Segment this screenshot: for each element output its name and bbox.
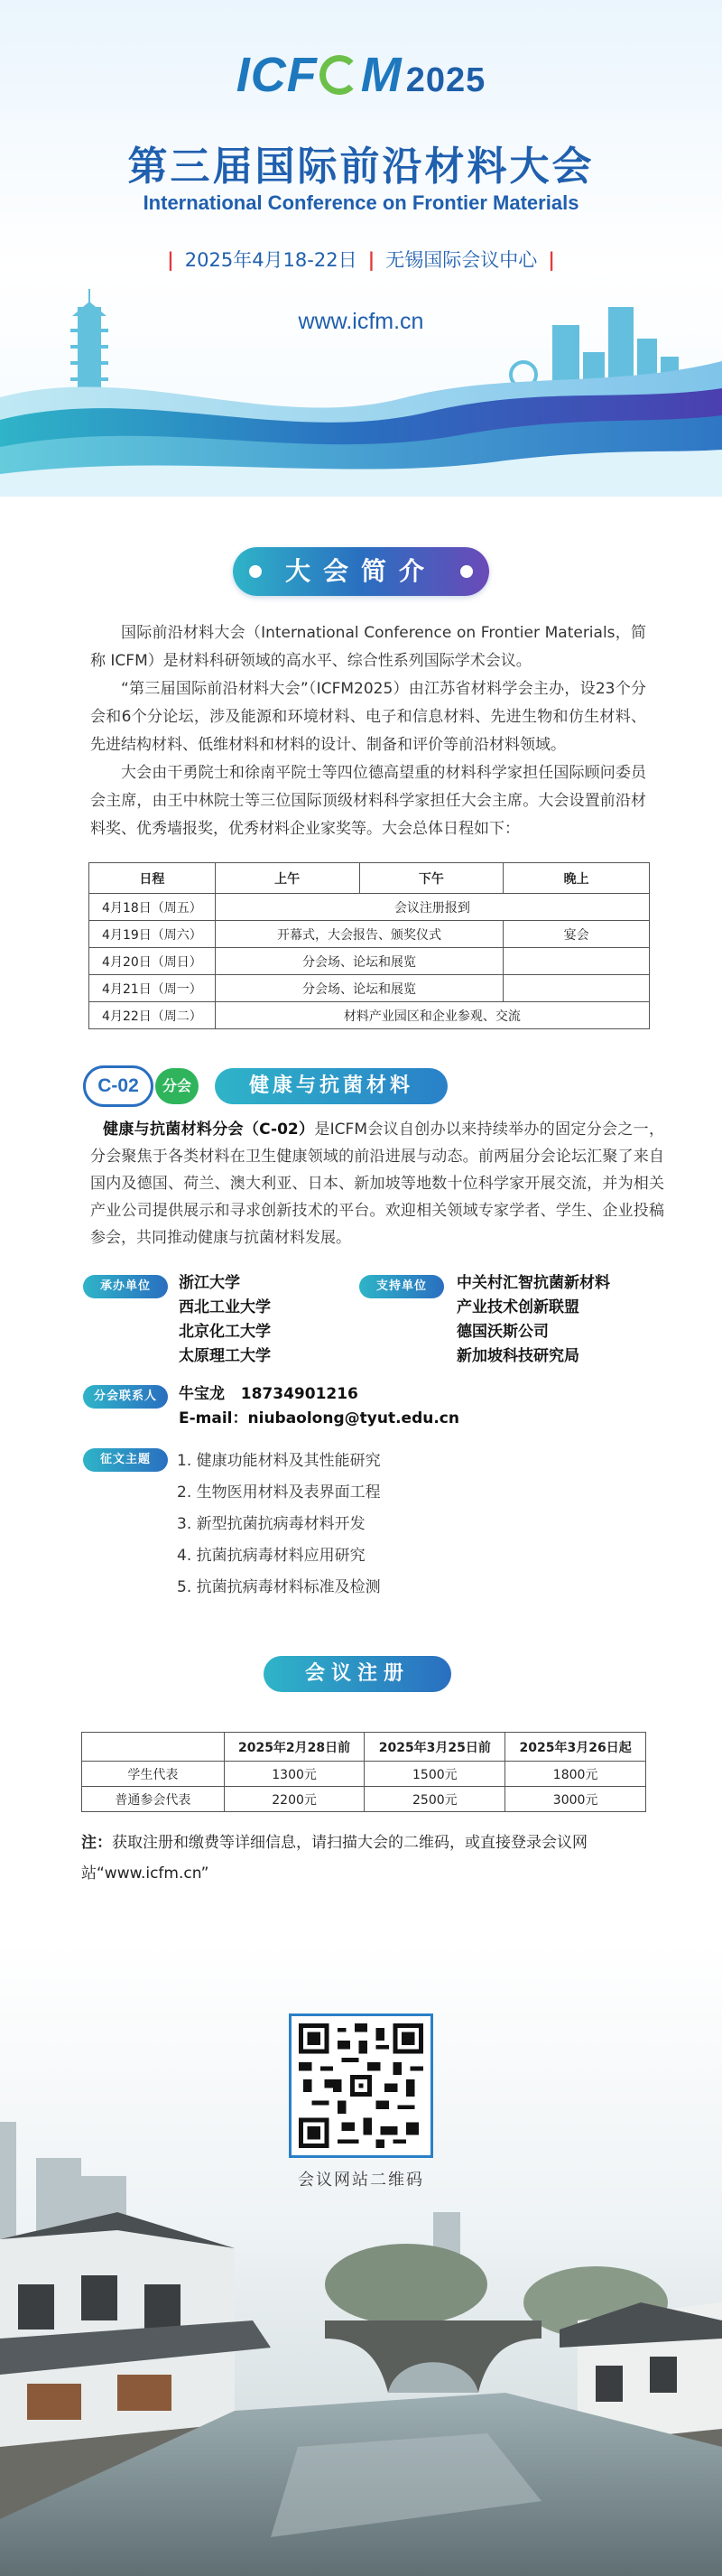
date-venue-line [0, 246, 722, 273]
intro-paragraph-3: 大会由干勇院士和徐南平院士等四位德高望重的材料科学家担任国际顾问委员会主席，由王中林院士等三位国际顶级材料科学家担任大会主席。大会设置前沿材料奖、优秀墙报奖，优秀材料企业家奖等。大会总体日程如下： [90, 764, 646, 838]
schedule-day: 4月19日（周六） [89, 921, 216, 948]
session-description [90, 1116, 664, 1251]
supporter-item: 产业技术创新联盟 [457, 1298, 579, 1316]
schedule-activity: 材料产业园区和企业参观、交流 [215, 1002, 649, 1029]
table-header-cell: 晚上 [504, 863, 650, 894]
session-tag: 分会 [155, 1068, 199, 1104]
fee-type: 学生代表 [82, 1762, 225, 1787]
session-code: C-02 [83, 1065, 153, 1107]
registration-note [81, 1827, 659, 1889]
table-row [82, 1787, 646, 1812]
logo-year: 2025 [405, 61, 486, 99]
fee-type: 普通参会代表 [82, 1787, 225, 1812]
supporter-item: 新加坡科技研究局 [457, 1347, 579, 1365]
fee-value: 1500元 [365, 1762, 505, 1787]
fee-value: 1300元 [224, 1762, 365, 1787]
contact-email[interactable]: E-mail：niubaolong@tyut.edu.cn [179, 1409, 459, 1427]
divider-icon: | [367, 249, 375, 271]
table-header-row [89, 863, 650, 894]
section-heading-registration: 会议注册 [264, 1656, 451, 1692]
qr-caption: 会议网站二维码 [298, 2171, 424, 2190]
session-code-badge [83, 1065, 200, 1107]
supporter-item: 德国沃斯公司 [457, 1323, 549, 1341]
table-row [82, 1762, 646, 1787]
contact-label: 分会联系人 [83, 1385, 168, 1409]
session-body: 是ICFM会议自创办以来持续举办的固定分会之一，分会聚焦于各类材料在卫生健康领域的前沿进展与动态。前两届分会论坛汇聚了来自国内及德国、荷兰、澳大利亚、日本、新加坡等地数十位科学家开展交流，并为相关产业公司提供展示和寻求创新技术的平台。欢迎相关领域专家学者、学生、企业投稿参会，共同推动健康与抗菌材料发展。 [90, 1121, 664, 1247]
hero-banner [0, 0, 722, 488]
schedule-activity: 分会场、论坛和展览 [215, 975, 503, 1002]
intro-paragraph-1: 国际前沿材料大会（International Conference on Frontier Materials，简称 ICFM）是材料科研领域的高水平、综合性系列国际学术会议。 [90, 624, 646, 670]
website-link[interactable]: www.icfm.cn [298, 309, 424, 334]
table-row [89, 894, 650, 921]
fee-value: 1800元 [505, 1762, 646, 1787]
organizer-item: 北京化工大学 [179, 1323, 271, 1341]
fee-value: 3000元 [505, 1787, 646, 1812]
schedule-evening [504, 975, 650, 1002]
schedule-table [88, 862, 650, 1029]
table-row [89, 948, 650, 975]
icfm-logo [0, 47, 722, 103]
schedule-day: 4月20日（周日） [89, 948, 216, 975]
logo-text: ICF [236, 48, 318, 102]
qr-code-icon [299, 2023, 423, 2148]
intro-paragraph-2: “第三届国际前沿材料大会”（ICFM2025）由江苏省材料学会主办，设23个分会和6个分论坛，涉及能源和环境材料、电子和信息材料、先进生物和仿生材料、先进结构材料、低维材料和材料的设计、制备和评价等前沿材料领域。 [90, 680, 646, 754]
list-item: 5. 抗菌抗病毒材料标准及检测 [177, 1578, 381, 1596]
conference-date: 2025年4月18-22日 [184, 249, 357, 271]
session-lead: 健康与抗菌材料分会（C-02） [103, 1121, 315, 1139]
fee-table [81, 1732, 646, 1812]
contact-info [179, 1382, 459, 1431]
table-header-cell [82, 1733, 225, 1762]
table-row [89, 975, 650, 1002]
organizer-item: 太原理工大学 [179, 1347, 271, 1365]
schedule-day: 4月22日（周二） [89, 1002, 216, 1029]
contact-line [179, 1382, 459, 1407]
topics-label: 征文主题 [83, 1448, 168, 1472]
supporter-label: 支持单位 [359, 1275, 444, 1298]
topic-list [177, 1446, 381, 1604]
schedule-evening: 宴会 [504, 921, 650, 948]
table-header-cell: 2025年3月26日起 [505, 1733, 646, 1762]
schedule-activity: 分会场、论坛和展览 [215, 948, 503, 975]
list-item: 4. 抗菌抗病毒材料应用研究 [177, 1547, 366, 1565]
title-chinese: 第三届国际前沿材料大会 [127, 144, 595, 190]
list-item: 3. 新型抗菌抗病毒材料开发 [177, 1515, 366, 1533]
schedule-evening [504, 948, 650, 975]
schedule-activity: 开幕式，大会报告、颁奖仪式 [215, 921, 503, 948]
list-item: 2. 生物医用材料及表界面工程 [177, 1483, 381, 1502]
table-row [89, 921, 650, 948]
logo-ring-icon [319, 55, 359, 95]
conference-venue: 无锡国际会议中心 [385, 249, 538, 271]
table-header-cell: 下午 [359, 863, 504, 894]
schedule-day: 4月21日（周一） [89, 975, 216, 1002]
organizer-label: 承办单位 [83, 1275, 168, 1298]
contact-name: 牛宝龙 [179, 1385, 225, 1403]
note-label: 注： [81, 1834, 112, 1852]
note-text: 获取注册和缴费等详细信息，请扫描大会的二维码，或直接登录会议网站“www.icfm.cn” [81, 1834, 588, 1883]
title-english: International Conference on Frontier Materials [143, 191, 579, 214]
table-header-cell: 2025年2月28日前 [224, 1733, 365, 1762]
divider-icon: | [167, 249, 174, 271]
organizer-list [179, 1271, 271, 1369]
organizer-item: 浙江大学 [179, 1274, 240, 1292]
organizer-item: 西北工业大学 [179, 1298, 271, 1316]
schedule-activity: 会议注册报到 [215, 894, 649, 921]
fee-value: 2500元 [365, 1787, 505, 1812]
divider-icon: | [548, 249, 555, 271]
schedule-day: 4月18日（周五） [89, 894, 216, 921]
logo-letter-m: M [360, 48, 403, 102]
supporter-list [457, 1271, 610, 1369]
list-item: 1. 健康功能材料及其性能研究 [177, 1452, 381, 1470]
section-heading-intro: 大会简介 [233, 547, 489, 596]
table-header-cell: 2025年3月25日前 [365, 1733, 505, 1762]
table-header-row [82, 1733, 646, 1762]
contact-phone: 18734901216 [240, 1385, 358, 1403]
table-header-cell: 日程 [89, 863, 216, 894]
table-row [89, 1002, 650, 1029]
supporter-item: 中关村汇智抗菌新材料 [457, 1274, 610, 1292]
fee-value: 2200元 [224, 1787, 365, 1812]
table-header-cell: 上午 [215, 863, 359, 894]
website-qr-code[interactable] [289, 2013, 433, 2158]
city-skyline-illustration [0, 289, 722, 497]
session-title: 健康与抗菌材料 [215, 1068, 448, 1104]
